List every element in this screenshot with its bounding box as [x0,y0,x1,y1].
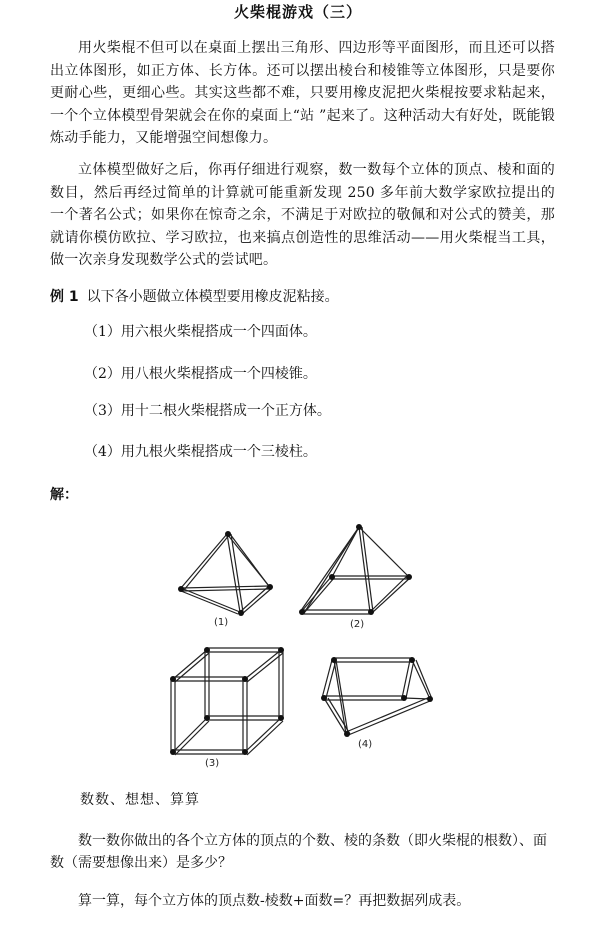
tetrahedron-drawing [175,528,275,623]
vertex-dot [401,695,407,701]
example-item-1: （1）用六根火柴棍搭成一个四面体。 [84,324,317,340]
vertex-dot [409,657,415,663]
example-item-2: （2）用八根火柴棍搭成一个四棱锥。 [84,366,317,382]
vertex-dot [178,586,184,592]
example-1 [50,287,339,307]
prism-drawing [318,652,436,740]
vertex-dot [238,610,244,616]
figure-triangular-prism [318,652,436,740]
document-title: 火柴棍游戏（三） [233,3,362,21]
figure-caption-4: (4) [358,739,373,750]
figure-square-pyramid [296,522,416,617]
section-heading: 数数、想想、算算 [80,792,200,808]
example-label: 例 1 [50,289,79,305]
vertex-dot [225,531,231,537]
example-item-4: （4）用九根火柴棍搭成一个三棱柱。 [84,444,317,460]
vertex-dot [299,609,305,615]
vertex-dot [204,715,210,721]
vertex-dot [427,696,433,702]
vertex-dot [344,731,350,737]
tetrahedron-struts [181,534,272,614]
vertex-dot [356,524,362,530]
example-item-3: （3）用十二根火柴棍搭成一个正方体。 [84,403,331,419]
solution-label: 解： [50,487,78,503]
example-text: 以下各小题做立体模型要用橡皮泥粘接。 [86,289,339,305]
vertex-dot [278,715,284,721]
figure-cube [165,642,290,757]
vertex-dot [170,676,176,682]
prism-struts [322,658,432,736]
vertex-dot [170,749,176,755]
vertex-dot [321,695,327,701]
calc-paragraph: 算一算，每个立方体的顶点数-棱数+面数=？再把数据列成表。 [78,893,471,909]
vertex-dot [406,574,412,580]
figure-caption-2: (2) [350,619,365,630]
figure-caption-1: (1) [214,617,229,628]
vertex-dot [368,609,374,615]
vertex-dot [242,749,248,755]
vertex-dot [331,657,337,663]
question-paragraph: 数一数你做出的各个立方体的顶点的个数、棱的条数（即火柴棍的根数）、面数（需要想像出来）是多少？ [50,833,547,871]
vertex-dot [278,647,284,653]
vertex-dot [242,676,248,682]
intro-paragraph: 用火柴棍不但可以在桌面上摆出三角形、四边形等平面图形，而且还可以搭出立体图形，如正方体、长方体。还可以摆出棱台和棱锥等立体图形，只是要你更耐心些，更细心些。其实这些都不难，只要用橡皮泥把火柴棍按要求粘起来，一个个立体模型骨架就会在你的桌面上“站 ”起来了。这种活动大有好处，既能锻炼动手能力，又能增强空间想像力。 [50,40,555,146]
figure-tetrahedron [175,528,275,623]
cube-struts [171,648,283,755]
vertex-dot [267,584,273,590]
pyramid-drawing [296,522,416,617]
vertex-dot [204,647,210,653]
cube-drawing [165,642,290,757]
figure-caption-3: (3) [205,758,220,769]
pyramid-struts [300,527,411,614]
vertex-dot [329,574,335,580]
second-paragraph: 立体模型做好之后，你再仔细进行观察，数一数每个立体的顶点、棱和面的数目，然后再经过简单的计算就可能重新发现 250 多年前大数学家欧拉提出的一个著名公式；如果你在惊奇之余，不满足于对欧拉的敬佩和对公式的赞美，那就请你模仿欧拉、学习欧拉，也来搞点创造性的思维活动——用火柴棍当工具，做一次亲身发现数学公式的尝试吧。 [50,162,555,268]
